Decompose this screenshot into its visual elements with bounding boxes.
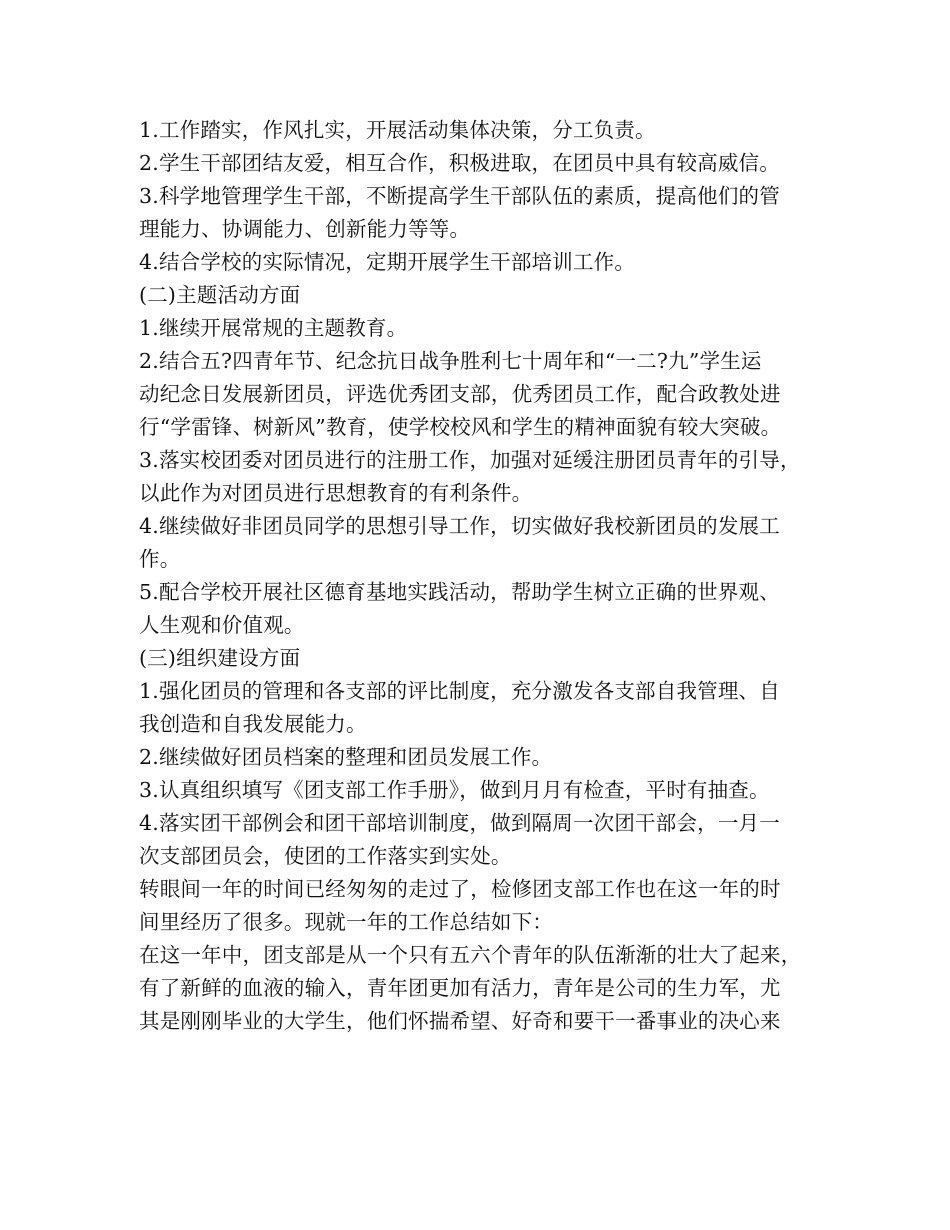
text-line: 4.落实团干部例会和团干部培训制度，做到隔周一次团干部会，一月一 (139, 811, 780, 835)
text-line: 次支部团员会，使团的工作落实到实处。 (139, 844, 512, 868)
text-line: 3.落实校团委对团员进行的注册工作，加强对延缓注册团员青年的引导， (139, 448, 801, 472)
text-line: 4.继续做好非团员同学的思想引导工作，切实做好我校新团员的发展工 (139, 514, 780, 538)
text-line: 转眼间一年的时间已经匆匆的走过了，检修团支部工作也在这一年的时 (139, 877, 781, 901)
text-line: 在这一年中，团支部是从一个只有五六个青年的队伍渐渐的壮大了起来， (139, 943, 802, 967)
text-line: 1.工作踏实，作风扎实，开展活动集体决策，分工负责。 (139, 118, 656, 142)
text-line: 3.科学地管理学生干部，不断提高学生干部队伍的素质，提高他们的管 (139, 184, 780, 208)
text-line: 3.认真组织填写《团支部工作手册》，做到月月有检查，平时有抽查。 (139, 778, 770, 802)
text-line: 作。 (139, 547, 181, 571)
text-line: 其是刚刚毕业的大学生，他们怀揣希望、好奇和要干一番事业的决心来 (139, 1009, 781, 1033)
text-line: 我创造和自我发展能力。 (139, 712, 367, 736)
text-line: 2.结合五?四青年节、纪念抗日战争胜利七十周年和“一二?九”学生运 (139, 349, 762, 373)
text-line: 间里经历了很多。现就一年的工作总结如下： (139, 910, 553, 934)
text-line: 以此作为对团员进行思想教育的有利条件。 (139, 481, 533, 505)
text-line: 行“学雷锋、树新风”教育，使学校校风和学生的精神面貌有较大突破。 (139, 415, 782, 439)
text-line: 动纪念日发展新团员，评选优秀团支部，优秀团员工作，配合政教处进 (139, 382, 781, 406)
text-line: 4.结合学校的实际情况，定期开展学生干部培训工作。 (139, 250, 636, 274)
text-line: (三)组织建设方面 (139, 646, 301, 670)
text-line: 有了新鲜的血液的输入，青年团更加有活力，青年是公司的生力军，尤 (139, 976, 781, 1000)
document-body (139, 114, 839, 1038)
text-line: 2.继续做好团员档案的整理和团员发展工作。 (139, 745, 553, 769)
text-line: (二)主题活动方面 (139, 283, 301, 307)
text-line: 人生观和价值观。 (139, 613, 305, 637)
text-line: 5.配合学校开展社区德育基地实践活动，帮助学生树立正确的世界观、 (139, 580, 780, 604)
text-line: 1.强化团员的管理和各支部的评比制度，充分激发各支部自我管理、自 (139, 679, 780, 703)
text-line: 2.学生干部团结友爱，相互合作，积极进取，在团员中具有较高威信。 (139, 151, 780, 175)
text-line: 1.继续开展常规的主题教育。 (139, 316, 408, 340)
text-line: 理能力、协调能力、创新能力等等。 (139, 217, 471, 241)
